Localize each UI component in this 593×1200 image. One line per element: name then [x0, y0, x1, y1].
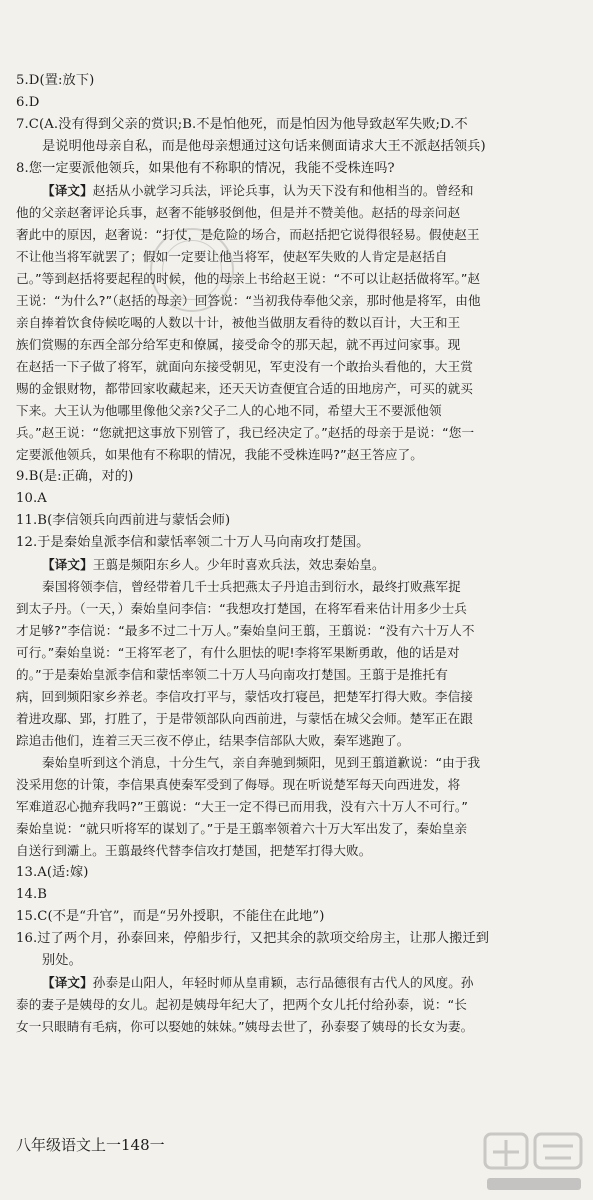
text-line [16, 334, 579, 356]
line-text: 秦始皇说：“就只听将军的谋划了。”于是王翦率领着六十万大军出发了，秦始皇亲 [16, 821, 468, 836]
answer-text-body [16, 70, 579, 1038]
ink-stamp [150, 228, 234, 312]
text-line [16, 356, 579, 378]
translation-tag: 【译文】 [42, 557, 93, 572]
text-line [16, 378, 579, 400]
line-text: 他的父亲赵奢评论兵事，赵奢不能够驳倒他，但是并不赞美他。赵括的母亲问赵 [16, 205, 461, 220]
line-text: 在赵括一下子做了将军，就面向东接受朝见，军吏没有一个敢抬头看他的，大王赏 [16, 359, 473, 374]
text-line [16, 1016, 579, 1038]
text-line [16, 620, 579, 642]
text-line [16, 136, 579, 158]
line-text: 孙泰是山阳人，年轻时师从皇甫颖，志行品德很有古代人的风度。孙 [92, 975, 474, 990]
line-text: 定要派他领兵，如果他有不称职的情况，我能不受株连吗?”赵王答应了。 [16, 447, 423, 462]
line-text: 不让他当将军就罢了；假如一定要让他当将军，使赵军失败的人肯定是赵括自 [16, 249, 448, 264]
text-line [16, 730, 579, 752]
line-text: 着进攻鄢、郢，打胜了，于是带领部队向西前进，与蒙恬在城父会师。楚军正在跟 [16, 711, 473, 726]
text-line [16, 466, 579, 488]
text-line [16, 752, 579, 774]
line-text: 5.D(置:放下) [16, 73, 95, 88]
line-text: 军难道忍心抛弃我吗?”王翦说：“大王一定不得已而用我，没有六十万人不可行。” [16, 799, 468, 814]
line-text: 己。”等到赵括将要起程的时候，他的母亲上书给赵王说：“不可以让赵括做将军。”赵 [16, 271, 481, 286]
line-text: 泰的妻子是姨母的女儿。起初是姨母年纪大了，把两个女儿托付给孙泰，说：“长 [16, 997, 467, 1012]
line-text: 到太子丹。（一天，）秦始皇问李信：“我想攻打楚国，在将军看来估计用多少士兵 [16, 601, 467, 616]
text-line [16, 92, 579, 114]
line-text: 秦始皇听到这个消息，十分生气，亲自奔驰到频阳，见到王翦道歉说：“由于我 [42, 755, 481, 770]
text-line [16, 532, 579, 554]
line-text: 赐的金银财物，都带回家收藏起来，还天天访查便宜合适的田地房产，可买的就买 [16, 381, 473, 396]
line-text: 12.于是秦始皇派李信和蒙恬率领二十万人马向南攻打楚国。 [16, 535, 370, 550]
text-line [16, 664, 579, 686]
text-line [16, 444, 579, 466]
text-line [16, 114, 579, 136]
translation-tag: 【译文】 [42, 975, 93, 990]
text-line [16, 422, 579, 444]
line-text: 13.A(适:嫁) [16, 865, 89, 880]
line-text: 兵。”赵王说：“您就把这事放下别管了，我已经决定了。”赵括的母亲于是说：“您一 [16, 425, 475, 440]
text-line [16, 246, 579, 268]
text-line [16, 268, 579, 290]
text-line [16, 510, 579, 532]
line-text: 亲自捧着饮食侍候吃喝的人数以十计，被他当做朋友看待的数以百计，大王和王 [16, 315, 461, 330]
line-text: 族们赏赐的东西全部分给军吏和僚属，接受命令的那天起，就不再过问家事。现 [16, 337, 461, 352]
text-line [16, 774, 579, 796]
translation-tag: 【译文】 [42, 183, 93, 198]
text-line [16, 598, 579, 620]
line-text: 奢此中的原因，赵奢说：“打仗，是危险的场合，而赵括把它说得很轻易。假使赵王 [16, 227, 480, 242]
line-text: 王说：“为什么?”（赵括的母亲）回答说：“当初我侍奉他父亲，那时他是将军，由他 [16, 293, 481, 308]
text-line [16, 70, 579, 92]
line-text: 是说明他母亲自私，而是他母亲想通过这句话来侧面请求大王不派赵括领兵) [42, 139, 486, 154]
line-text: 病，回到频阳家乡养老。李信攻打平与，蒙恬攻打寝邑，把楚军打得大败。李信接 [16, 689, 473, 704]
text-line [16, 158, 579, 180]
line-text: 下来。大王认为他哪里像他父亲?父子二人的心地不同，希望大王不要派他领 [16, 403, 442, 418]
line-text: 王翦是频阳东乡人。少年时喜欢兵法，效忠秦始皇。 [92, 557, 385, 572]
line-text: 才足够?”李信说：“最多不过二十万人。”秦始皇问王翦，王翦说：“没有六十万人不 [16, 623, 475, 638]
site-watermark-logo [479, 1128, 589, 1198]
text-line [16, 290, 579, 312]
text-line [16, 818, 579, 840]
line-text: 踪追击他们，连着三天三夜不停止，结果李信部队大败，秦军逃跑了。 [16, 733, 410, 748]
line-text: 10.A [16, 491, 47, 506]
line-text: 可行。”秦始皇说：“王将军老了，有什么胆怯的呢!李将军果断勇敢，他的话是对 [16, 645, 460, 660]
line-text: 11.B(李信领兵向西前进与蒙恬会师) [16, 513, 231, 528]
text-line [16, 796, 579, 818]
text-line [16, 862, 579, 884]
text-line [16, 554, 579, 576]
text-line [16, 686, 579, 708]
text-line [16, 488, 579, 510]
line-text: 的。”于是秦始皇派李信和蒙恬率领二十万人马向南攻打楚国。王翦于是推托有 [16, 667, 448, 682]
line-text: 赵括从小就学习兵法，评论兵事，认为天下没有和他相当的。曾经和 [92, 183, 474, 198]
text-line [16, 180, 579, 202]
text-line [16, 312, 579, 334]
line-text: 别处。 [42, 953, 82, 968]
text-line [16, 400, 579, 422]
line-text: 秦国将领李信，曾经带着几千士兵把燕太子丹追击到衍水，最终打败燕军捉 [42, 579, 461, 594]
text-line [16, 642, 579, 664]
line-text: 6.D [16, 95, 40, 110]
line-text: 没采用您的计策，李信果真使秦军受到了侮辱。现在听说楚军每天向西进发，将 [16, 777, 461, 792]
line-text: 9.B(是:正确，对的) [16, 469, 134, 484]
text-line [16, 906, 579, 928]
text-line [16, 950, 579, 972]
text-line [16, 202, 579, 224]
page-footer: 八年级语文上一148一 [16, 1136, 165, 1154]
text-line [16, 972, 579, 994]
text-line [16, 708, 579, 730]
line-text: 8.您一定要派他领兵，如果他有不称职的情况，我能不受株连吗? [16, 161, 395, 176]
text-line [16, 224, 579, 246]
line-text: 女一只眼睛有毛病，你可以娶她的妹妹。”姨母去世了，孙泰娶了姨母的长女为妻。 [16, 1019, 474, 1034]
text-line [16, 884, 579, 906]
text-line [16, 840, 579, 862]
line-text: 7.C(A.没有得到父亲的赏识;B.不是怕他死，而是怕因为他导致赵军失败;D.不 [16, 117, 468, 132]
line-text: 自送行到灞上。王翦最终代替李信攻打楚国，把楚军打得大败。 [16, 843, 372, 858]
line-text: 14.B [16, 887, 48, 902]
text-line [16, 928, 579, 950]
text-line [16, 994, 579, 1016]
line-text: 15.C(不是“升官”，而是“另外授职，不能住在此地”) [16, 909, 325, 924]
text-line [16, 576, 579, 598]
line-text: 16.过了两个月，孙泰回来，停船步行，又把其余的款项交给房主，让那人搬迁到 [16, 931, 490, 946]
